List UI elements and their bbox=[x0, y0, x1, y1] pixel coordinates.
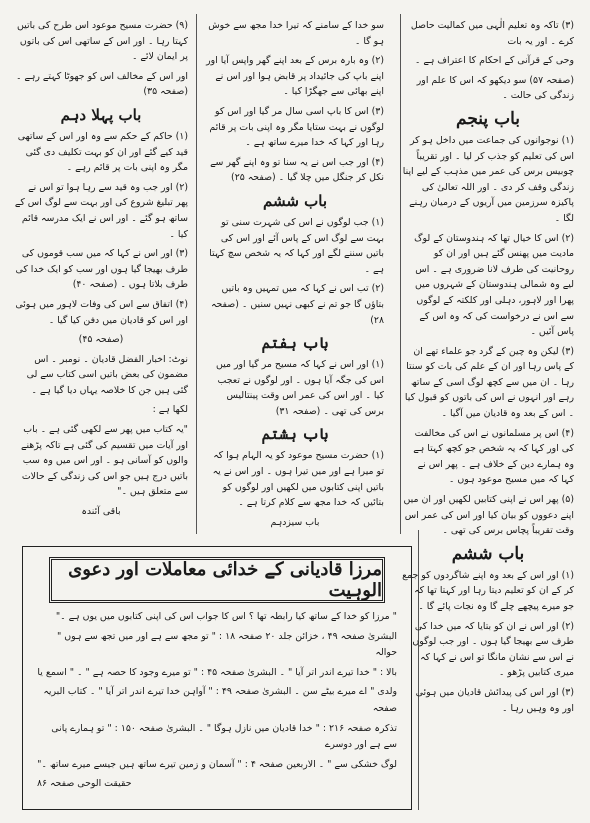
paragraph: (۲) اس کا خیال تھا کہ ہندوستان کے لوگ مادیت میں پھنس گئے ہیں اور ان کو روحانیت کی طرف لانا ضروری ہے ۔ اس لیے وہ شمالی ہندوستان کے شہروں میں پھرا اور لاہور، دہلی اور کلکتہ کے لوگوں سے اس نے درخواست کی کہ وہ اس کے پاس آئیں ۔ bbox=[414, 232, 574, 338]
paragraph: (۱) نوجوانوں کی جماعت میں داخل ہو کر اس کی تعلیم کو جذب کر لیا ۔ اور تقریباً چوبیس برس کی عمر میں مذہب کے لیے اپنا زندگی وقف کر دی ۔ اور اللہ تعالیٰ کی پاکیزہ سرزمین میں آریوں کے درمیان رہنے لگا ۔ bbox=[402, 134, 574, 224]
article-line: " مرزا کو خدا کے ساتھ کیا رابطہ تھا ؟ اس کا جواب اس کی اپنی کتابوں میں یوں ہے ۔" bbox=[55, 611, 397, 622]
paragraph: (۲) تب اس نے کہا کہ میں تمہیں وہ باتیں بتاؤں گا جو تم نے کبھی نہیں سنیں ۔ (صفحہ ۲۸) bbox=[211, 283, 384, 326]
article-title: مرزا قادیانی کے خدائی معاملات اور دعوی الوہیت bbox=[49, 557, 385, 603]
paragraph: (۳) اور اس نے کہا کہ میں سب قوموں کی طرف بھیجا گیا ہوں اور سب کو ایک خدا کی طرف بلاتا ہوں ۔ (صفحہ ۴۰) bbox=[15, 248, 188, 291]
section-heading: باب ششم bbox=[262, 191, 328, 210]
paragraph: سو خدا کے سامنے کہ تیرا خدا مجھ سے خوش ہو گا ۔ bbox=[208, 20, 384, 47]
article-source: حقیقت الوحی صفحہ ۸۶ bbox=[37, 778, 132, 790]
paragraph: (۴) اس پر مسلمانوں نے اس کی مخالفت کی اور کہا کہ یہ شخص جو کچھ کہتا ہے وہ ہمارے دین کے خلاف ہے ۔ پھر اس نے کہا کہ میں مسیح موعود ہوں ۔ bbox=[413, 427, 574, 486]
section-heading: باب ششم bbox=[451, 543, 525, 564]
paragraph: اور اس کے مخالف اس کو جھوٹا کہتے رہے ۔ (صفحہ ۳۵) bbox=[15, 70, 188, 98]
article-line: لوگ خشکی سے " ۔ الاربعین صفحہ ۴ : " آسمان و زمین تیرے ساتھ ہیں جیسے میرے ساتھ ۔" bbox=[37, 758, 397, 770]
section-heading-small: باب سیزدہم bbox=[270, 516, 320, 528]
paragraph: (۲) وہ بارہ برس کے بعد اپنے گھر واپس آیا اور اپنے باپ کی جائیداد پر قابض ہوا اور اس نے اپنے بھائی سے جھگڑا کیا ۔ bbox=[206, 55, 384, 98]
paragraph: (۹) حضرت مسیح موعود اس طرح کی باتیں کہتا رہا ۔ اور اس کے ساتھی اس کی باتوں پر ایمان لائے ۔ bbox=[17, 20, 188, 63]
paragraph: (۱) جب لوگوں نے اس کی شہرت سنی تو بہت سے لوگ اس کے پاس آئے اور اس کی باتیں سننے لگے اور کہا کہ یہ شخص سچ کہتا ہے ۔ bbox=[209, 216, 384, 275]
paragraph: (۱) اور اس نے کہا کہ مسیح مر گیا اور میں اس کی جگہ آیا ہوں ۔ اور لوگوں نے تعجب کیا ۔ اور اس کی عمر اس وقت پینتالیس برس کی تھی ۔ (صفحہ ۳۱) bbox=[215, 359, 384, 417]
section-heading: باب پہلا دہم bbox=[60, 105, 142, 124]
article-line: بالا : " خدا تیرے اندر اتر آیا " ۔ البشریٰ صفحہ ۴۵ : " تو میرے وجود کا حصہ ہے " ۔ " اسمع یا bbox=[37, 666, 397, 678]
boxed-article bbox=[22, 546, 412, 810]
column-rule-left bbox=[196, 14, 197, 534]
paragraph: (صفحہ ۵۷) سو دیکھو کہ اس کا علم اور زندگی کی حالت ۔ bbox=[416, 74, 574, 102]
paragraph: لکھا ہے : bbox=[152, 404, 188, 416]
paragraph: (۵) پھر اس نے اپنی کتابیں لکھیں اور ان میں اپنے دعووں کو بیان کیا اور اس کی عمر اس وقت تقریباً پچاس برس کی تھی ۔ bbox=[403, 494, 574, 537]
column-rule-right bbox=[400, 14, 401, 534]
paragraph: (۳) اور اس کی پیدائش قادیان میں ہوئی اور وہ وہیں رہا ۔ bbox=[415, 686, 574, 714]
article-line: ولدی " اے میرے بیٹے سن ۔ البشریٰ صفحہ ۴۹ : " آواہن خدا تیرے اندر اتر آیا " ۔ کتاب البریہ صفحہ bbox=[43, 686, 397, 714]
paragraph: (۱) حاکم کے حکم سے وہ اور اس کے ساتھی قید کیے گئے اور ان کو بہت تکلیف دی گئی مگر وہ اپنی بات پر قائم رہے ۔ bbox=[17, 130, 188, 174]
paragraph: (۴) اتفاق سے اس کی وفات لاہور میں ہوئی اور اس کو قادیان میں دفن کیا گیا ۔ bbox=[15, 298, 188, 326]
paragraph: وحی کے قرآنی کے احکام کا اعتراف ہے ۔ bbox=[414, 55, 574, 67]
paragraph: (۴) اور جب اس نے یہ سنا تو وہ اپنے گھر سے نکل کر جنگل میں چلا گیا ۔ (صفحہ ۲۵) bbox=[210, 156, 384, 184]
article-body bbox=[37, 609, 397, 796]
paragraph: (۱) حضرت مسیح موعود کو یہ الہام ہوا کہ تو میرا ہے اور میں تیرا ہوں ۔ اور اس نے یہ باتیں اپنی کتابوں میں لکھیں اور لوگوں کو بتائیں کہ خدا مجھ سے کلام کرتا ہے ۔ bbox=[212, 450, 384, 509]
paragraph: (۲) اور جب وہ قید سے رہا ہوا تو اس نے پھر تبلیغ شروع کی اور بہت سے لوگ اس کے ساتھ ہو گئے ۔ اور اس نے ایک مدرسہ قائم کیا ۔ bbox=[14, 181, 188, 240]
section-heading: باب ہفتم bbox=[261, 334, 329, 353]
paragraph: (۳) اس کا باپ اسی سال مر گیا اور اس کو لوگوں نے بہت ستایا مگر وہ اپنی بات پر قائم رہا اور کہا کہ خدا میرے ساتھ ہے ۔ bbox=[209, 105, 384, 149]
paragraph: نوٹ: اخبار الفضل قادیان ۔ نومبر ۔ اس مضمون کی بعض باتیں اسی کتاب سے لی گئی ہیں جن کا خلاصہ یہاں دیا گیا ہے ۔ bbox=[26, 353, 188, 396]
page-reference: (صفحہ ۴۵) bbox=[78, 334, 124, 346]
paragraph: (۳) تاکہ وہ تعلیم الٰہی میں کمالیت حاصل کرے ۔ اور یہ بات bbox=[410, 20, 574, 47]
paragraph: (۳) لیکن وہ چین کے گرد جو علماء تھے ان کے پاس رہا اور ان کے علم کی بات کو سنتا رہا ۔ ان میں سے کچھ لوگ اسی کے ساتھ رہے اور انہوں نے اس کی باتوں کو قبول کیا ۔ اس کے بعد وہ قادیان میں آگیا ۔ bbox=[404, 345, 574, 420]
paragraph: "یہ کتاب میں پھر سے لکھی گئی ہے ۔ باب اور آیات میں تقسیم کی گئی ہے تاکہ پڑھنے والوں کو آسانی ہو ۔ اور اس میں وہ سب باتیں درج ہیں جو اس کی زندگی کے حالات سے متعلق ہیں ۔" bbox=[20, 424, 188, 498]
middle-column bbox=[206, 18, 384, 534]
left-column bbox=[14, 18, 188, 524]
article-line: تذکرہ صفحہ ۲۱۶ : " خدا قادیان میں نازل ہوگا " ۔ البشریٰ صفحہ ۱۵۰ : " تو ہمارے پانی سے ہے اور دوسرے bbox=[51, 722, 397, 751]
article-line: البشریٰ صفحہ ۴۹ ، خزائن جلد ۲۰ صفحہ ۱۸ : " تو مجھ سے ہے اور میں تجھ سے ہوں " حوالہ bbox=[56, 630, 397, 659]
right-column bbox=[402, 18, 574, 720]
paragraph: (۱) اور اس کے بعد وہ اپنے شاگردوں کو جمع کر کے ان کو تعلیم دیتا رہا اور کہتا تھا کہ جو میرے پیچھے چلے گا وہ نجات پائے گا ۔ bbox=[402, 569, 574, 612]
continued-label: باقی آئندہ bbox=[81, 506, 121, 518]
section-heading: باب پنجم bbox=[456, 108, 520, 129]
section-heading: باب ہشتم bbox=[261, 425, 329, 444]
paragraph: (۲) اور اس نے ان کو بتایا کہ میں خدا کی طرف سے بھیجا گیا ہوں ۔ اور جب لوگوں نے اس سے نشان مانگا تو اس نے کہا کہ میری کتابیں پڑھو ۔ bbox=[412, 620, 574, 679]
